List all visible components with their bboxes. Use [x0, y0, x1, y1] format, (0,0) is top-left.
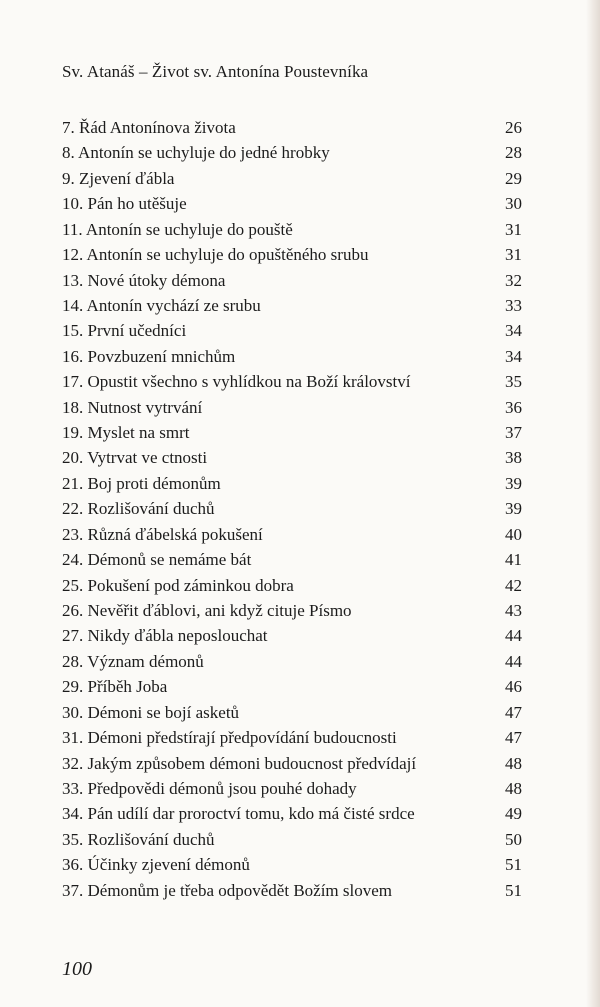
toc-entry: [62, 547, 522, 572]
toc-entry-title: 24. Démonů se nemáme bát: [62, 550, 252, 570]
toc-entry-title: 28. Význam démonů: [62, 651, 204, 671]
toc-entry-page: 31: [505, 245, 522, 265]
toc-entry-page: 44: [505, 651, 522, 671]
toc-entry: [62, 623, 522, 648]
toc-entry: [62, 878, 522, 903]
toc-entry-page: 51: [505, 855, 522, 875]
toc-entry-page: 34: [505, 346, 522, 366]
toc-entry-title: 36. Účinky zjevení démonů: [62, 855, 250, 875]
toc-entry-title: 8. Antonín se uchyluje do jedné hrobky: [62, 143, 330, 163]
toc-entry-page: 34: [505, 321, 522, 341]
toc-entry: [62, 598, 522, 623]
toc-entry-page: 47: [505, 702, 522, 722]
toc-entry: [62, 140, 522, 165]
toc-entry-page: 44: [505, 626, 522, 646]
toc-entry-title: 9. Zjevení ďábla: [62, 168, 175, 188]
toc-entry-title: 33. Předpovědi démonů jsou pouhé dohady: [62, 778, 357, 798]
toc-entry-page: 49: [505, 804, 522, 824]
running-header: Sv. Atanáš – Život sv. Antonína Poustevníka: [62, 62, 369, 81]
toc-entry-page: 28: [505, 143, 522, 163]
toc-entry-page: 32: [505, 270, 522, 290]
toc-entry-title: 21. Boj proti démonům: [62, 473, 221, 493]
toc-entry: [62, 369, 522, 394]
toc-entry-title: 17. Opustit všechno s vyhlídkou na Boží království: [62, 372, 411, 392]
toc-entry: [62, 344, 522, 369]
toc-entry: [62, 293, 522, 318]
toc-entry: [62, 166, 522, 191]
toc-entry: [62, 852, 522, 877]
toc-entry: [62, 445, 522, 470]
toc-entry-page: 41: [505, 550, 522, 570]
toc-entry: [62, 217, 522, 242]
toc-entry-page: 48: [505, 753, 522, 773]
toc-entry: [62, 573, 522, 598]
toc-entry-page: 50: [505, 829, 522, 849]
toc-entry-title: 18. Nutnost vytrvání: [62, 397, 203, 417]
toc-entry: [62, 242, 522, 267]
table-of-contents: [62, 115, 522, 903]
toc-entry-title: 10. Pán ho utěšuje: [62, 194, 187, 214]
toc-entry: [62, 801, 522, 826]
toc-entry: [62, 776, 522, 801]
page-edge-shadow: [586, 0, 600, 1007]
toc-entry-title: 20. Vytrvat ve ctnosti: [62, 448, 208, 468]
toc-entry-title: 30. Démoni se bojí asketů: [62, 702, 240, 722]
toc-entry-title: 29. Příběh Joba: [62, 677, 168, 697]
toc-entry: [62, 471, 522, 496]
toc-entry-page: 40: [505, 524, 522, 544]
toc-entry-title: 14. Antonín vychází ze srubu: [62, 295, 261, 315]
toc-entry-page: 43: [505, 601, 522, 621]
toc-entry: [62, 420, 522, 445]
toc-entry: [62, 318, 522, 343]
toc-entry-title: 32. Jakým způsobem démoni budoucnost předvídají: [62, 753, 417, 773]
toc-entry-title: 11. Antonín se uchyluje do pouště: [62, 219, 293, 239]
toc-entry-title: 35. Rozlišování duchů: [62, 829, 215, 849]
toc-entry: [62, 395, 522, 420]
toc-entry-title: 34. Pán udílí dar proroctví tomu, kdo má čisté srdce: [62, 804, 415, 824]
toc-entry-title: 19. Myslet na smrt: [62, 423, 190, 443]
toc-entry-page: 46: [505, 677, 522, 697]
toc-entry: [62, 751, 522, 776]
toc-entry: [62, 827, 522, 852]
toc-entry-title: 26. Nevěřit ďáblovi, ani když cituje Písmo: [62, 601, 352, 621]
toc-entry-page: 29: [505, 168, 522, 188]
toc-entry: [62, 700, 522, 725]
toc-entry: [62, 725, 522, 750]
toc-entry: [62, 268, 522, 293]
toc-entry-title: 16. Povzbuzení mnichům: [62, 346, 236, 366]
toc-entry-page: 38: [505, 448, 522, 468]
toc-entry-page: 31: [505, 219, 522, 239]
toc-entry-page: 36: [505, 397, 522, 417]
toc-entry: [62, 674, 522, 699]
toc-entry-title: 25. Pokušení pod záminkou dobra: [62, 575, 294, 595]
toc-entry-title: 31. Démoni předstírají předpovídání budoucnosti: [62, 728, 397, 748]
toc-entry-page: 37: [505, 423, 522, 443]
toc-entry-page: 39: [505, 473, 522, 493]
toc-entry-page: 26: [505, 118, 522, 137]
toc-entry-page: 51: [505, 880, 522, 900]
toc-entry: [62, 115, 522, 140]
toc-entry-title: 15. První učedníci: [62, 321, 187, 341]
toc-entry-page: 35: [505, 372, 522, 392]
toc-entry-title: 7. Řád Antonínova života: [62, 118, 236, 137]
toc-entry-title: 23. Různá ďábelská pokušení: [62, 524, 263, 544]
toc-entry-page: 30: [505, 194, 522, 214]
toc-entry-page: 39: [505, 499, 522, 519]
toc-entry: [62, 649, 522, 674]
page-number: 100: [62, 958, 92, 980]
toc-entry-title: 12. Antonín se uchyluje do opuštěného srubu: [62, 245, 369, 265]
toc-entry: [62, 522, 522, 547]
toc-entry-title: 22. Rozlišování duchů: [62, 499, 215, 519]
toc-entry-title: 37. Démonům je třeba odpovědět Božím slovem: [62, 880, 393, 900]
toc-entry-page: 42: [505, 575, 522, 595]
toc-entry: [62, 191, 522, 216]
toc-entry-page: 33: [505, 295, 522, 315]
toc-entry: [62, 496, 522, 521]
toc-entry-title: 27. Nikdy ďábla neposlouchat: [62, 626, 268, 646]
toc-entry-title: 13. Nové útoky démona: [62, 270, 226, 290]
toc-entry-page: 47: [505, 728, 522, 748]
toc-entry-page: 48: [505, 778, 522, 798]
